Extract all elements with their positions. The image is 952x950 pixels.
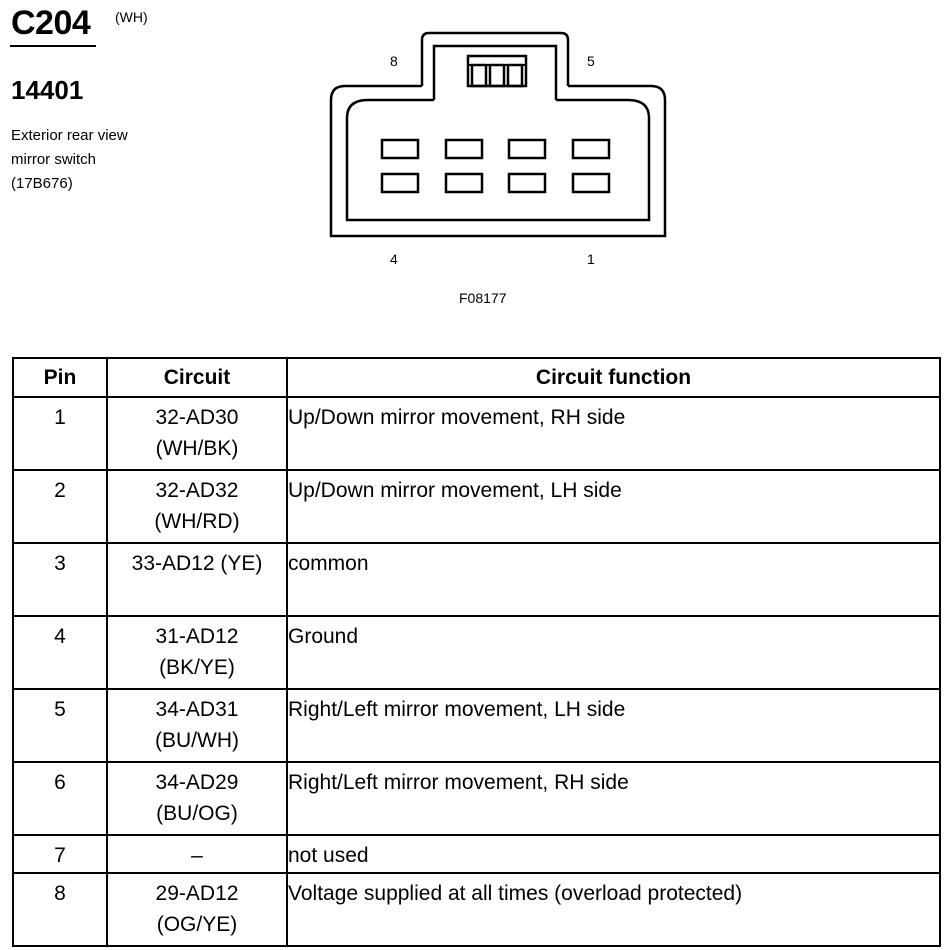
wire-color: (BU/WH): [155, 729, 239, 752]
table-row: [13, 543, 940, 616]
pin-label-bottom-left: 4: [390, 251, 398, 267]
circuit-function: Right/Left mirror movement, RH side: [287, 762, 940, 835]
connector-face-diagram: [0, 0, 952, 340]
circuit-id: 31-AD12: [155, 625, 239, 648]
figure-code: F08177: [459, 290, 507, 306]
connector-latch: [468, 56, 526, 86]
circuit-id: 32-AD32: [155, 479, 239, 502]
column-header-pin: Pin: [13, 358, 107, 397]
pin-cavity: [446, 140, 482, 158]
circuit-id: 29-AD12: [155, 882, 239, 905]
circuit-cell: [107, 835, 287, 873]
pin-cavity: [509, 174, 545, 192]
pin-number: 6: [13, 762, 107, 835]
component-description-line: Exterior rear view: [11, 127, 128, 144]
component-description-line: mirror switch: [11, 151, 96, 168]
circuit-id: –: [191, 844, 203, 867]
circuit-id: 32-AD30: [155, 406, 239, 429]
pin-label-top-right: 5: [587, 53, 595, 69]
pin-number: 3: [13, 543, 107, 616]
column-header-circuit-function: Circuit function: [287, 358, 940, 397]
table-row: [13, 616, 940, 689]
part-number: 14401: [11, 75, 84, 105]
circuit-cell: [107, 873, 287, 946]
pin-label-top-left: 8: [390, 53, 398, 69]
connector-housing-outer: [331, 86, 665, 236]
wire-color: (WH/RD): [154, 510, 240, 533]
wire-color: (BU/OG): [156, 802, 238, 825]
circuit-function: Right/Left mirror movement, LH side: [287, 689, 940, 762]
table-row: [13, 835, 940, 873]
circuit-id: 33-AD12 (YE): [131, 552, 263, 575]
component-description-line: (17B676): [11, 175, 73, 192]
column-header-circuit: Circuit: [107, 358, 287, 397]
connector-color: (WH): [115, 9, 148, 25]
circuit-id: 34-AD31: [155, 698, 239, 721]
circuit-cell: [107, 762, 287, 835]
table-row: [13, 689, 940, 762]
table-row: [13, 762, 940, 835]
wire-color: (OG/YE): [156, 913, 238, 936]
table-row: [13, 470, 940, 543]
circuit-cell: [107, 689, 287, 762]
pin-number: 2: [13, 470, 107, 543]
circuit-cell: [107, 397, 287, 470]
circuit-function: not used: [287, 835, 940, 873]
circuit-cell: [107, 616, 287, 689]
pin-number: 8: [13, 873, 107, 946]
circuit-function: Up/Down mirror movement, LH side: [287, 470, 940, 543]
pin-label-bottom-right: 1: [587, 251, 595, 267]
pin-assignment-table: [12, 357, 941, 947]
table-row: [13, 397, 940, 470]
pin-cavity: [573, 174, 609, 192]
wire-color: (BK/YE): [159, 656, 235, 679]
pin-cavity: [509, 140, 545, 158]
connector-housing-inner: [347, 100, 649, 220]
table-header-row: [13, 358, 940, 397]
pin-number: 7: [13, 835, 107, 873]
circuit-function: Up/Down mirror movement, RH side: [287, 397, 940, 470]
table-row: [13, 873, 940, 946]
circuit-id: 34-AD29: [155, 771, 239, 794]
circuit-cell: [107, 470, 287, 543]
pin-cavity: [382, 174, 418, 192]
connector-cavities: [382, 140, 609, 192]
pin-number: 1: [13, 397, 107, 470]
pin-cavity: [446, 174, 482, 192]
wire-color: (WH/BK): [155, 437, 239, 460]
circuit-function: Voltage supplied at all times (overload protected): [287, 873, 940, 946]
pin-number: 4: [13, 616, 107, 689]
circuit-function: Ground: [287, 616, 940, 689]
pin-cavity: [382, 140, 418, 158]
connector-id: C204: [11, 4, 91, 42]
pin-number: 5: [13, 689, 107, 762]
pin-cavity: [573, 140, 609, 158]
circuit-function: common: [287, 543, 940, 616]
circuit-cell: [107, 543, 287, 616]
